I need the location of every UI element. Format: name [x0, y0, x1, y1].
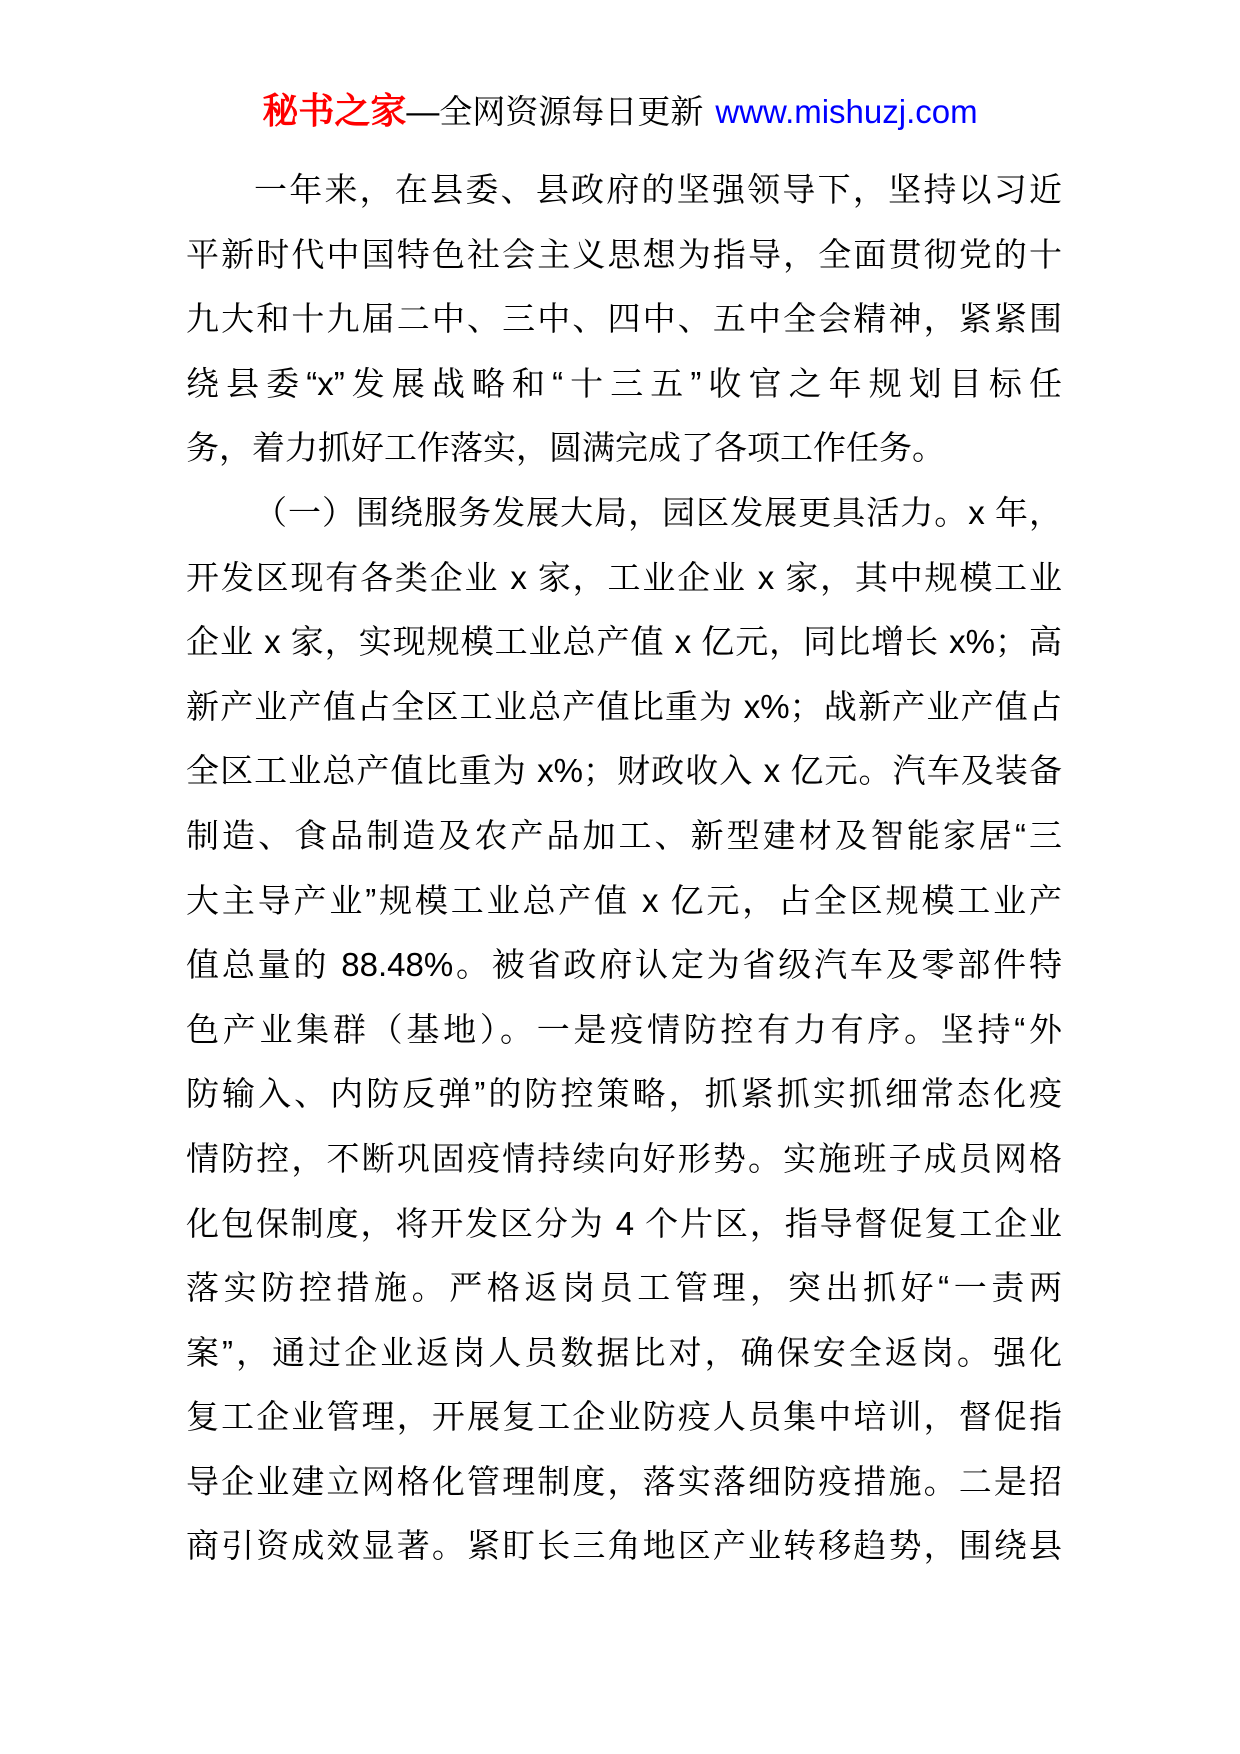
text-line: 开发区现有各类企业 x 家，工业企业 x 家，其中规模工业: [186, 558, 1062, 596]
text-line: 务，着力抓好工作落实，圆满完成了各项工作任务。: [186, 429, 945, 467]
paragraph-1: [186, 158, 1062, 481]
text-line: 化包保制度，将开发区分为 4 个片区，指导督促复工企业: [186, 1204, 1062, 1242]
text-line: 情防控，不断巩固疫情持续向好形势。实施班子成员网格: [186, 1139, 1062, 1177]
document-body: [186, 158, 1062, 1579]
text-line: 大主导产业”规模工业总产值 x 亿元，占全区规模工业产: [186, 881, 1062, 919]
text-line: 制造、食品制造及农产品加工、新型建材及智能家居“三: [186, 816, 1062, 854]
site-header: [0, 86, 1240, 137]
text-line: 平新时代中国特色社会主义思想为指导，全面贯彻党的十: [186, 235, 1062, 273]
site-name: 秘书之家: [262, 90, 407, 131]
text-line: 值总量的 88.48%。被省政府认定为省级汽车及零部件特: [186, 946, 1062, 984]
text-line: 落实防控措施。严格返岗员工管理，突出抓好“一责两: [186, 1269, 1062, 1307]
text-line: 复工企业管理，开展复工企业防疫人员集中培训，督促指: [186, 1398, 1062, 1436]
text-line: 防输入、内防反弹”的防控策略，抓紧抓实抓细常态化疫: [186, 1075, 1062, 1113]
text-line: 全区工业总产值比重为 x%；财政收入 x 亿元。汽车及装备: [186, 752, 1062, 790]
text-line: 色产业集群（基地）。一是疫情防控有力有序。坚持“外: [186, 1010, 1062, 1048]
paragraph-2: [186, 481, 1062, 1579]
text-line: 新产业产值占全区工业总产值比重为 x%；战新产业产值占: [186, 687, 1062, 725]
text-line: 导企业建立网格化管理制度，落实落细防疫措施。二是招: [186, 1462, 1062, 1500]
text-line: 九大和十九届二中、三中、四中、五中全会精神，紧紧围: [186, 300, 1062, 338]
text-line: （一）围绕服务发展大局，园区发展更具活力。x 年，: [254, 493, 1062, 531]
text-line: 商引资成效显著。紧盯长三角地区产业转移趋势，围绕县: [186, 1527, 1062, 1565]
site-tagline: —全网资源每日更新: [406, 93, 704, 130]
text-line: 企业 x 家，实现规模工业总产值 x 亿元，同比增长 x%；高: [186, 623, 1062, 661]
text-line: 绕县委“x”发展战略和“十三五”收官之年规划目标任: [186, 364, 1062, 402]
text-line: 案”，通过企业返岗人员数据比对，确保安全返岗。强化: [186, 1333, 1062, 1371]
text-line: 一年来，在县委、县政府的坚强领导下，坚持以习近: [254, 171, 1062, 208]
site-url-link[interactable]: www.mishuzj.com: [715, 93, 978, 130]
